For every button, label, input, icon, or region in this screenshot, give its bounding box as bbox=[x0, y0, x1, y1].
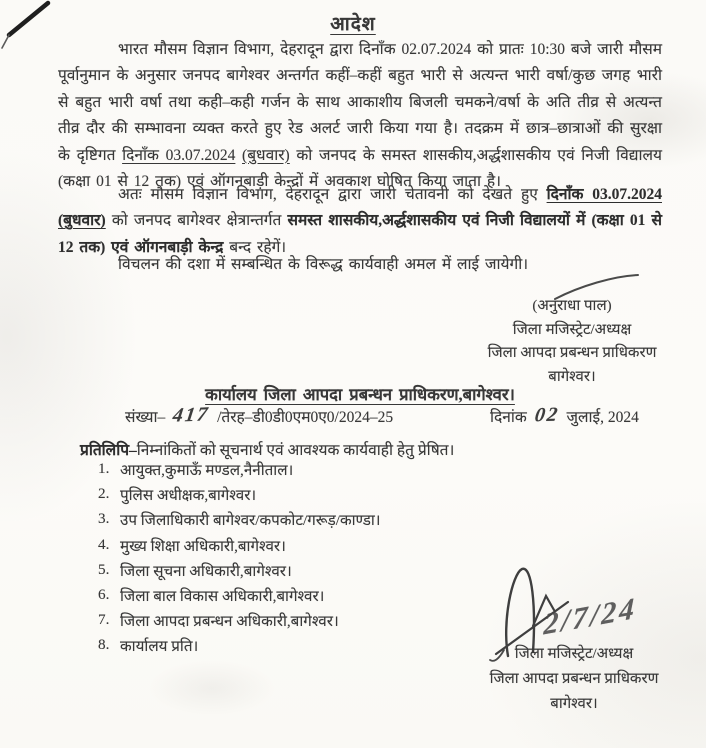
para2-mid: को जनपद बागेश्वर क्षेत्रान्तर्गत bbox=[111, 212, 282, 230]
para2-bold-clause: समस्त शासकीय,अर्द्धशासकीय एवं निजी विद्यालयों में (कक्षा 01 से 12 तक) एवं ऑगनबाड़ी केन्द्र bbox=[58, 212, 662, 256]
reference-date bbox=[490, 405, 639, 428]
list-number: 1. bbox=[98, 460, 110, 477]
signatory-block-bottom bbox=[462, 642, 686, 717]
signatory-district: बागेश्वर। bbox=[548, 368, 596, 385]
ref-suffix: /तेरह–डी0डी0एम0ए0/2024–25 bbox=[217, 409, 394, 426]
para1-date-underlined: दिनाँक 03.07.2024 bbox=[122, 146, 236, 164]
para2-day-underlined: (बुधवार) bbox=[58, 212, 106, 230]
date-number-handwritten: 02 bbox=[533, 403, 561, 427]
list-number: 8. bbox=[98, 636, 110, 654]
list-text: जिला सूचना अधिकारी,बागेश्वर। bbox=[120, 562, 292, 580]
reference-number bbox=[125, 405, 393, 428]
list-text: जिला आपदा प्रबन्धन अधिकारी,बागेश्वर। bbox=[120, 613, 339, 631]
signatory-designation: जिला मजिस्ट्रेट/अध्यक्ष bbox=[512, 321, 632, 338]
list-text: आयुक्त,कुमाऊँ मण्डल,नैनीताल। bbox=[120, 462, 294, 479]
copy-label: प्रतिलिपि– bbox=[80, 442, 137, 459]
copy-text: निम्नांकितों को सूचनार्थ एवं आवश्यक कार्यवाही हेतु प्रेषित। bbox=[136, 442, 455, 459]
list-number: 7. bbox=[98, 611, 110, 629]
list-number: 2. bbox=[98, 485, 110, 503]
office-heading: कार्यालय जिला आपदा प्रबन्धन प्राधिकरण,बागेश्वर। bbox=[205, 385, 515, 404]
signatory-designation: जिला मजिस्ट्रेट/अध्यक्ष bbox=[514, 646, 634, 662]
paragraph-closure-order bbox=[58, 182, 662, 261]
document-title: आदेश bbox=[330, 14, 376, 35]
date-label: दिनांक bbox=[490, 409, 527, 426]
para1-tail: को जनपद के समस्त शासकीय,अर्द्धशासकीय एवं निजी विद्यालय (कक्षा 01 से 12 तक) एवं ऑगनबाड़ी केन्द्रों में अवकाश घोषित किया जाता है। bbox=[58, 146, 662, 191]
list-text: जिला बाल विकास अधिकारी,बागेश्वर। bbox=[120, 587, 325, 605]
list-item bbox=[98, 510, 638, 535]
list-text: मुख्य शिक्षा अधिकारी,बागेश्वर। bbox=[120, 537, 286, 555]
date-suffix: जुलाई, 2024 bbox=[566, 409, 639, 426]
signatory-block-top bbox=[462, 295, 682, 389]
copy-to-line bbox=[80, 438, 640, 460]
list-number: 6. bbox=[98, 585, 110, 603]
paragraph-violation-warning: विचलन की दशा में सम्बन्धित के विरूद्ध कार्यवाही अमल में लाई जायेगी। bbox=[118, 256, 529, 273]
para1-day-underlined: (बुधवार) bbox=[242, 146, 290, 164]
para2-date-underlined: दिनाँक 03.07.2024 bbox=[546, 186, 662, 203]
list-item bbox=[98, 536, 638, 561]
list-text: उप जिलाधिकारी बागेश्वर/कपकोट/गरूड़/काण्डा। bbox=[120, 512, 381, 530]
list-item bbox=[98, 561, 638, 586]
list-number: 4. bbox=[98, 535, 110, 553]
signatory-authority: जिला आपदा प्रबन्धन प्राधिकरण bbox=[487, 345, 657, 361]
para1-lead: भारत मौसम विज्ञान विभाग, देहरादून द्वारा दिनाँक 02.07.2024 को प्रातः 10:30 बजे जारी मौसम पूर्वानुमान के अनुसार जनपद बागेश्वर अन्तर्गत कहीं–कहीं बहुत भारी से अत्यन्त भारी वर्षा/कुछ जगह भारी से बहुत भारी वर्षा तथा कही–कही गर्जन के साथ आकाशीय बिजली चमकने/वर्षा के अति तीव्र से अत्यन्त तीव्र दौर की सम्भावना व्यक्त करते हुए रेड अलर्ट जारी किया गया है। तदक्रम में छात्र–छात्राओं की सुरक्षा के दृष्टिगत bbox=[58, 41, 662, 164]
signatory-authority: जिला आपदा प्रबन्धन प्राधिकरण bbox=[489, 671, 659, 687]
para2-lead: अतः मौसम विज्ञान विभाग, देहरादून द्वारा जारी चेतावनी को देखते हुए bbox=[118, 186, 538, 203]
list-item bbox=[98, 485, 638, 510]
list-item bbox=[98, 460, 638, 485]
list-number: 3. bbox=[98, 510, 110, 528]
list-text: पुलिस अधीक्षक,बागेश्वर। bbox=[120, 487, 257, 505]
signature-date-handwritten: 2/7/24 bbox=[543, 591, 638, 642]
signatory-name: (अनुराधा पाल) bbox=[532, 298, 612, 314]
reference-row bbox=[58, 403, 662, 431]
signatory-district: बागेश्वर। bbox=[550, 696, 598, 712]
list-number: 5. bbox=[98, 560, 110, 578]
ref-number-handwritten: 417 bbox=[171, 403, 211, 427]
ref-label: संख्या– bbox=[125, 409, 166, 426]
paragraph-weather-alert bbox=[58, 37, 662, 195]
list-text: कार्यालय प्रति। bbox=[120, 638, 199, 656]
para2-tail: बन्द रहेगें। bbox=[229, 238, 287, 256]
